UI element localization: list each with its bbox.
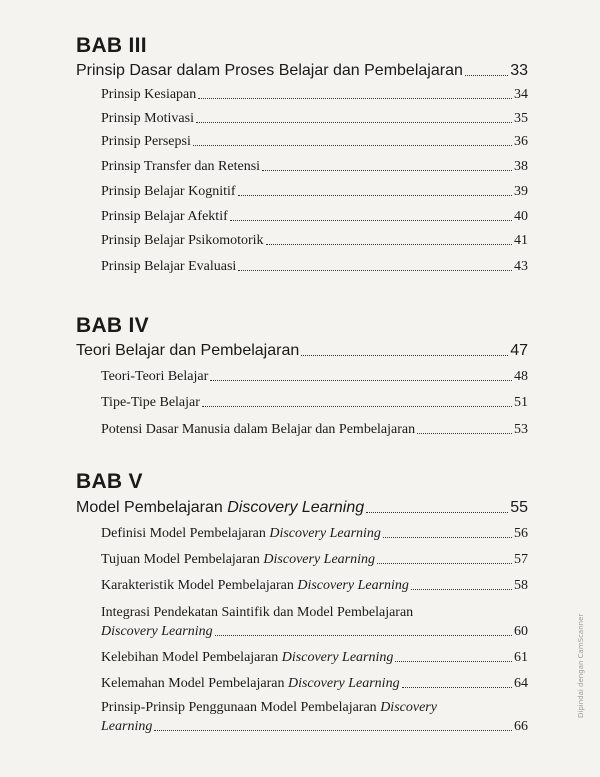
toc-entry[interactable]	[101, 650, 528, 666]
dot-leader	[383, 537, 512, 538]
toc-entry[interactable]	[101, 209, 528, 225]
toc-chapter-5[interactable]	[76, 499, 528, 517]
dot-leader	[377, 563, 512, 564]
dot-leader	[402, 687, 512, 688]
dot-leader	[238, 270, 512, 271]
chapter-title-prefix: Model Pembelajaran	[76, 499, 228, 516]
toc-entry[interactable]	[101, 134, 528, 150]
entry-label-line1: Integrasi Pendekatan Saintifik dan Model Pembelajaran	[101, 605, 414, 620]
page-number: 36	[514, 134, 528, 149]
entry-label: Teori-Teori Belajar	[101, 369, 209, 384]
entry-label	[101, 578, 409, 594]
bab-4-heading: BAB IV	[76, 314, 149, 337]
toc-entry-two-line[interactable]	[101, 605, 528, 640]
chapter-title	[76, 499, 364, 517]
dot-leader	[266, 244, 512, 245]
dot-leader	[395, 661, 512, 662]
entry-label-prefix: Tujuan Model Pembelajaran	[101, 552, 264, 567]
entry-label-emph: Discovery	[380, 700, 437, 715]
page-number: 66	[514, 719, 528, 734]
toc-entry[interactable]	[101, 422, 528, 438]
entry-label: Prinsip Belajar Afektif	[101, 209, 228, 224]
toc-entry[interactable]	[101, 578, 528, 594]
entry-label-prefix: Kelemahan Model Pembelajaran	[101, 676, 288, 691]
toc-entry[interactable]	[101, 87, 528, 103]
toc-chapter-4[interactable]	[76, 342, 528, 360]
page-number: 64	[514, 676, 528, 691]
toc-entry[interactable]	[101, 552, 528, 568]
page-number: 34	[514, 87, 528, 102]
page-number: 43	[514, 259, 528, 274]
dot-leader	[411, 589, 512, 590]
page-number: 56	[514, 526, 528, 541]
page-number: 53	[514, 422, 528, 437]
bab-3-heading: BAB III	[76, 34, 147, 57]
dot-leader	[215, 635, 512, 636]
entry-label-line1	[101, 700, 528, 716]
dot-leader	[230, 220, 512, 221]
page-number: 51	[514, 395, 528, 410]
dot-leader	[417, 433, 512, 434]
dot-leader	[301, 355, 508, 356]
entry-label	[101, 650, 393, 666]
dot-leader	[154, 730, 512, 731]
dot-leader	[262, 170, 512, 171]
toc-chapter-3[interactable]	[76, 62, 528, 80]
entry-line2	[101, 624, 528, 640]
dot-leader	[210, 380, 512, 381]
dot-leader	[366, 512, 508, 513]
dot-leader	[465, 75, 508, 76]
page-number: 40	[514, 209, 528, 224]
page-number: 41	[514, 233, 528, 248]
entry-label-emph: Discovery Learning	[297, 578, 409, 593]
toc-entry[interactable]	[101, 184, 528, 200]
page-number: 60	[514, 624, 528, 639]
entry-label-prefix: Definisi Model Pembelajaran	[101, 526, 270, 541]
entry-label	[101, 552, 375, 568]
page-number: 38	[514, 159, 528, 174]
toc-entry[interactable]	[101, 259, 528, 275]
toc-entry[interactable]	[101, 395, 528, 411]
dot-leader	[198, 98, 512, 99]
entry-label: Prinsip Motivasi	[101, 111, 194, 126]
entry-label-prefix: Prinsip-Prinsip Penggunaan Model Pembelajaran	[101, 700, 381, 715]
bab-5-heading: BAB V	[76, 470, 143, 493]
toc-entry-two-line[interactable]	[101, 700, 528, 735]
entry-label-emph: Discovery Learning	[281, 650, 394, 665]
entry-label: Prinsip Belajar Kognitif	[101, 184, 236, 199]
entry-label	[101, 526, 381, 542]
dot-leader	[202, 406, 512, 407]
chapter-title: Prinsip Dasar dalam Proses Belajar dan Pembelajaran	[76, 62, 463, 79]
toc-entry[interactable]	[101, 676, 528, 692]
entry-line2	[101, 719, 528, 735]
toc-entry[interactable]	[101, 159, 528, 175]
page-number: 58	[514, 578, 528, 593]
toc-entry[interactable]	[101, 369, 528, 385]
chapter-title: Teori Belajar dan Pembelajaran	[76, 342, 300, 359]
scanner-watermark: Dipindai dengan CamScanner	[577, 613, 585, 718]
page-number: 35	[514, 111, 528, 126]
page-number: 47	[510, 342, 528, 359]
entry-label-emph: Discovery Learning	[287, 676, 400, 691]
page-number: 39	[514, 184, 528, 199]
entry-label: Prinsip Persepsi	[101, 134, 191, 149]
toc-entry[interactable]	[101, 526, 528, 542]
entry-label-emph: Learning	[101, 719, 153, 734]
dot-leader	[193, 145, 512, 146]
entry-label: Prinsip Belajar Psikomotorik	[101, 233, 264, 248]
entry-label-prefix: Karakteristik Model Pembelajaran	[101, 578, 298, 593]
entry-label-emph: Discovery Learning	[101, 624, 213, 639]
chapter-title-emph: Discovery Learning	[227, 499, 365, 516]
entry-label: Prinsip Transfer dan Retensi	[101, 159, 261, 174]
entry-label	[101, 676, 400, 692]
entry-label-emph: Discovery Learning	[269, 526, 381, 541]
page-number: 33	[510, 62, 528, 79]
entry-label: Prinsip Kesiapan	[101, 87, 197, 102]
entry-label: Tipe-Tipe Belajar	[101, 395, 200, 410]
page-number: 55	[510, 499, 528, 516]
dot-leader	[196, 122, 512, 123]
entry-label-prefix: Kelebihan Model Pembelajaran	[101, 650, 282, 665]
page-number: 57	[514, 552, 528, 567]
page-number: 48	[514, 369, 528, 384]
page-number: 61	[514, 650, 528, 665]
dot-leader	[238, 195, 512, 196]
toc-entry[interactable]	[101, 233, 528, 249]
toc-entry[interactable]	[101, 111, 528, 127]
entry-label-emph: Discovery Learning	[263, 552, 375, 567]
entry-label: Potensi Dasar Manusia dalam Belajar dan Pembelajaran	[101, 422, 416, 437]
entry-label: Prinsip Belajar Evaluasi	[101, 259, 237, 274]
